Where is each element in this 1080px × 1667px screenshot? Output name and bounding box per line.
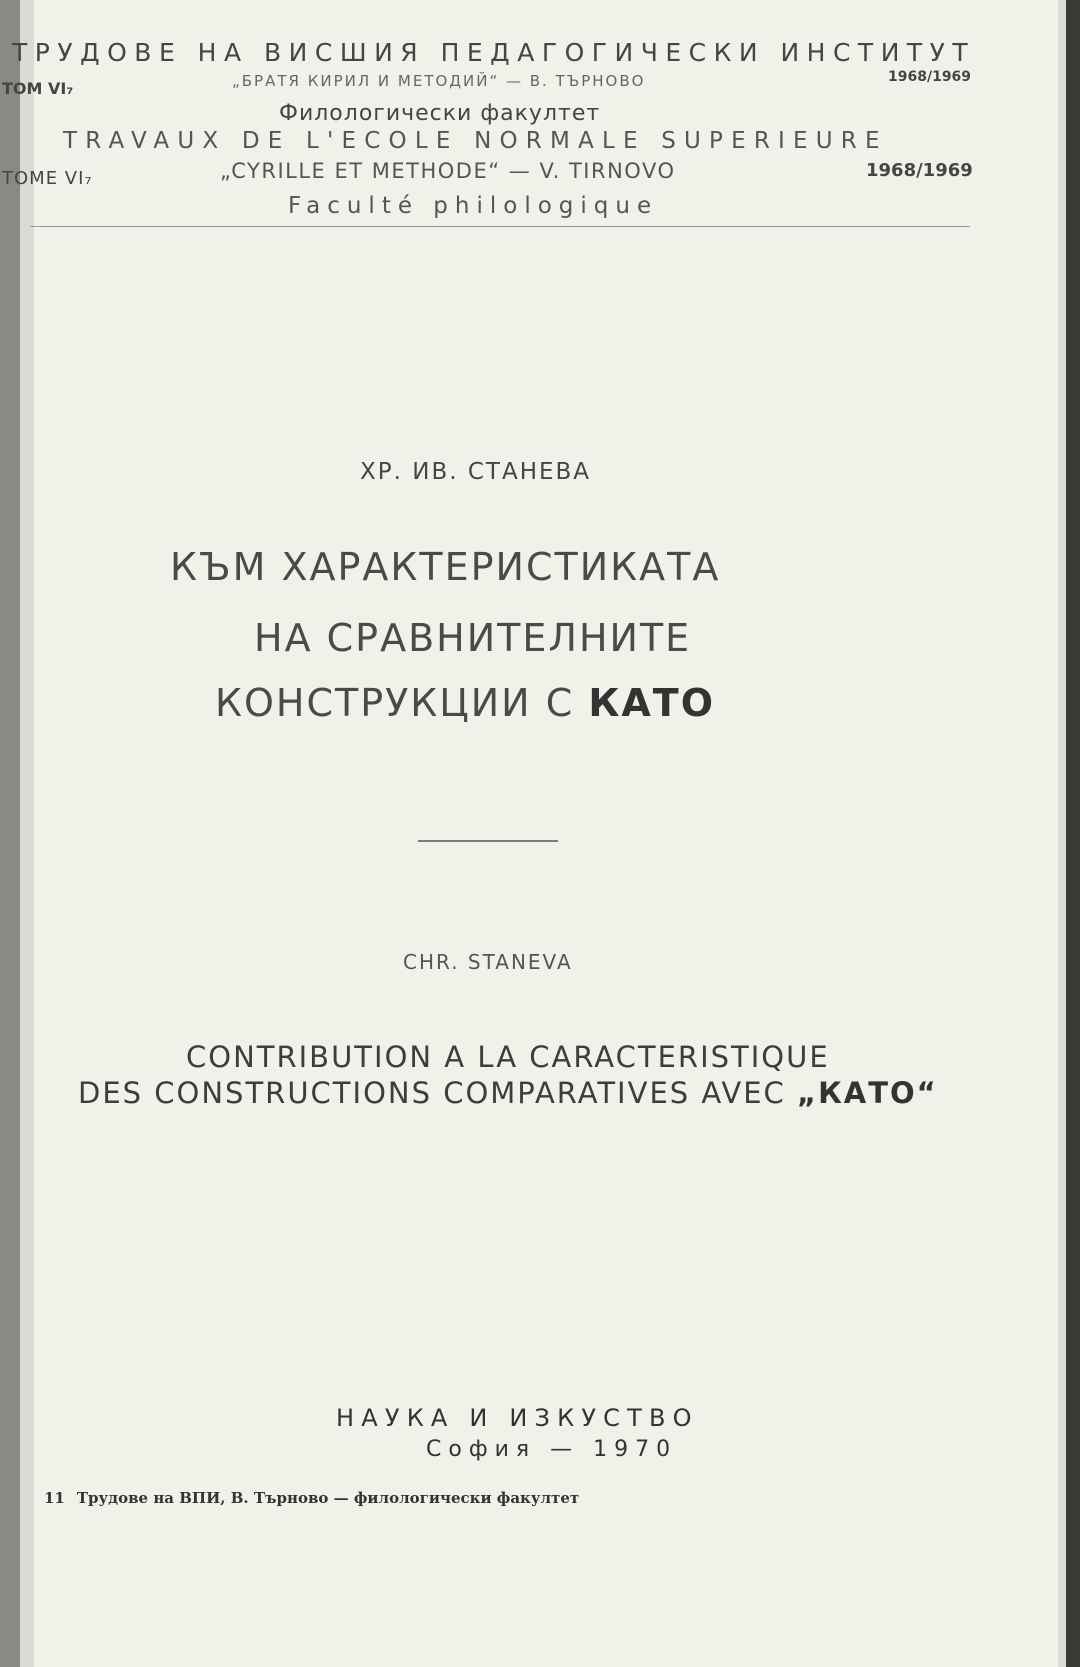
header-institute-bg: ТРУДОВЕ НА ВИСШИЯ ПЕДАГОГИЧЕСКИ ИНСТИТУТ (12, 38, 976, 67)
header-name-fr: „CYRILLE ET METHODE“ — V. TIRNOVO (220, 159, 676, 183)
author-bg: ХР. ИВ. СТАНЕВА (360, 459, 592, 485)
footnote (44, 1489, 579, 1507)
section-divider (418, 840, 558, 842)
title-bg-keyword: КАТО (588, 681, 716, 725)
book-gutter-shadow (20, 0, 34, 1667)
title-fr-line-1: CONTRIBUTION A LA CARACTERISTIQUE (186, 1040, 830, 1074)
title-fr-line-2-text: DES CONSTRUCTIONS COMPARATIVES AVEC (78, 1076, 798, 1110)
title-bg-line-1: КЪМ ХАРАКТЕРИСТИКАТА (170, 545, 721, 589)
page-edge-shadow (1058, 0, 1066, 1667)
title-fr-line-2 (78, 1076, 938, 1110)
title-bg-line-2: НА СРАВНИТЕЛНИТЕ (254, 616, 692, 660)
footnote-text: Трудове на ВПИ, В. Търново — филологически факултет (76, 1489, 580, 1507)
header-divider (30, 226, 970, 227)
scan-edge (1066, 0, 1080, 1667)
header-faculty-fr: Faculté philologique (288, 193, 659, 219)
header-institute-fr: TRAVAUX DE L'ECOLE NORMALE SUPERIEURE (63, 128, 888, 154)
book-binding-edge (0, 0, 20, 1667)
header-name-bg: „БРАТЯ КИРИЛ И МЕТОДИЙ“ — В. ТЪРНОВО (232, 72, 646, 90)
title-fr-keyword: „КАТО“ (797, 1076, 938, 1110)
title-bg-line-3 (215, 681, 715, 725)
header-faculty-bg: Филологически факултет (279, 101, 601, 126)
header-tome-fr: TOME VI₇ (2, 168, 93, 189)
author-fr: CHR. STANEVA (403, 950, 573, 974)
header-tome-bg: ТОМ VI₇ (2, 79, 74, 98)
header-years-bg: 1968/1969 (888, 69, 972, 85)
publisher-name: НАУКА И ИЗКУСТВО (336, 1404, 699, 1432)
footnote-number: 11 (44, 1489, 65, 1507)
header-years-fr: 1968/1969 (866, 160, 973, 181)
title-bg-line-3-text: КОНСТРУКЦИИ С (215, 681, 589, 725)
publisher-place-year: София — 1970 (426, 1437, 678, 1462)
